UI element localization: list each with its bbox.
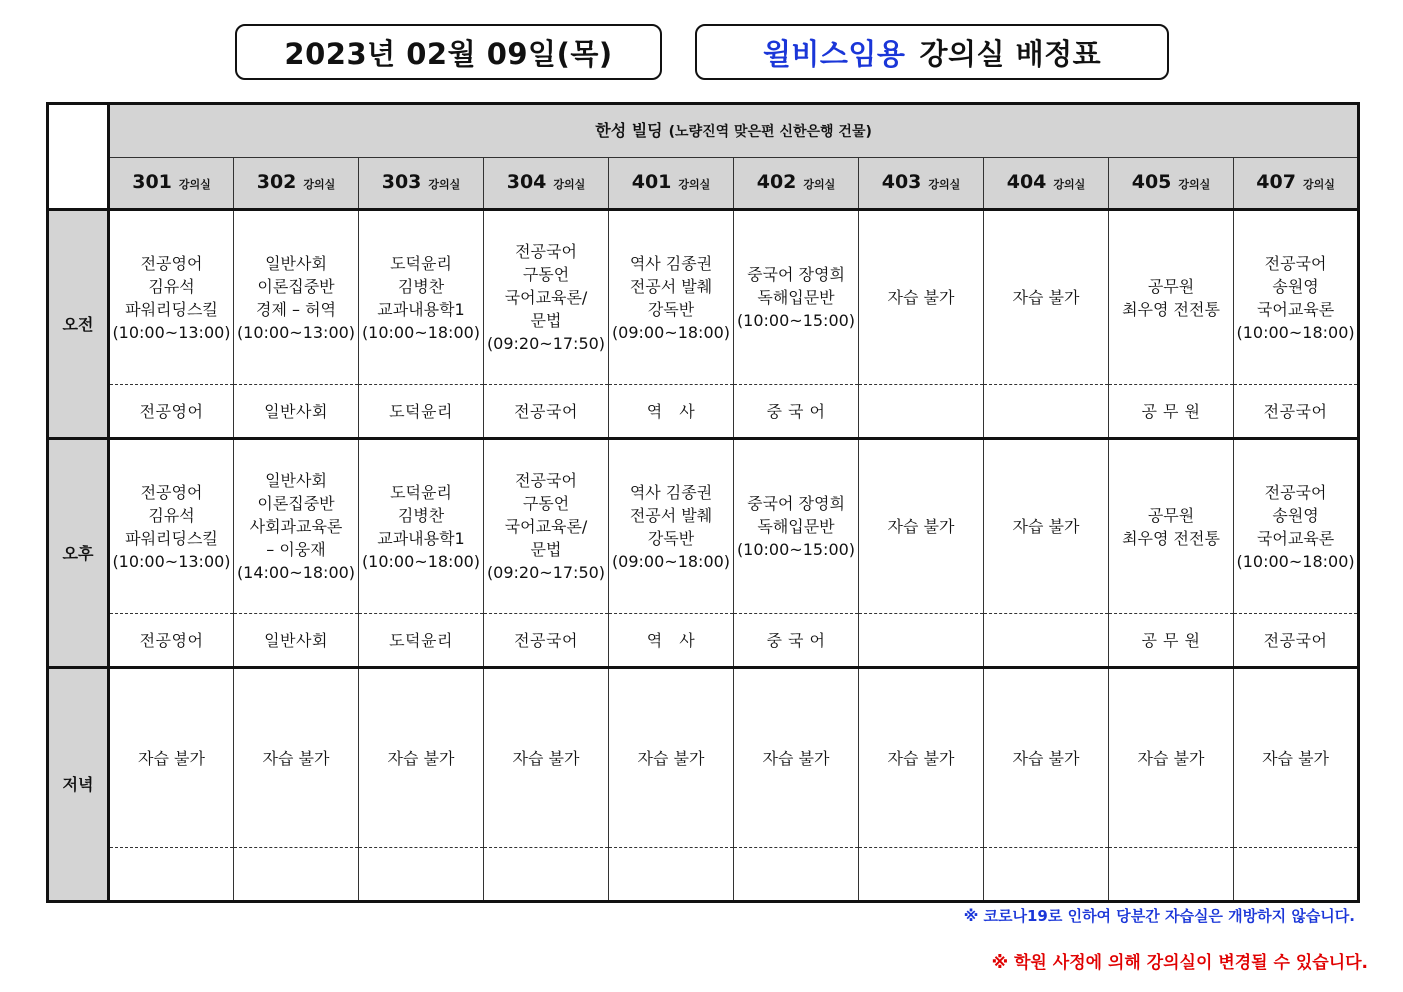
room-header-404 — [984, 158, 1109, 210]
class-cell: 전공국어 송원영 국어교육론 (10:00~18:00) — [1234, 439, 1359, 614]
subject-cell — [859, 614, 984, 668]
room-suffix: 강의실 — [678, 177, 711, 191]
room-suffix: 강의실 — [428, 177, 461, 191]
room-number: 402 — [756, 170, 797, 193]
class-cell: 자습 불가 — [734, 668, 859, 848]
room-number: 304 — [506, 170, 547, 193]
subject-cell: 중 국 어 — [734, 614, 859, 668]
class-cell: 자습 불가 — [859, 439, 984, 614]
room-number: 403 — [881, 170, 922, 193]
subject-cell: 공 무 원 — [1109, 614, 1234, 668]
schedule-title — [695, 24, 1169, 80]
room-suffix: 강의실 — [1302, 177, 1335, 191]
class-cell: 자습 불가 — [859, 668, 984, 848]
subject-cell: 전공영어 — [109, 614, 234, 668]
room-header-407 — [1234, 158, 1359, 210]
class-cell: 도덕윤리 김병찬 교과내용학1 (10:00~18:00) — [359, 210, 484, 385]
date-title — [235, 24, 662, 80]
class-cell: 자습 불가 — [234, 668, 359, 848]
class-cell: 전공영어 김유석 파워리딩스킬 (10:00~13:00) — [109, 439, 234, 614]
class-cell: 자습 불가 — [1109, 668, 1234, 848]
subject-cell — [609, 848, 734, 902]
covid-notice: ※ 코로나19로 인하여 당분간 자습실은 개방하지 않습니다. — [963, 907, 1355, 925]
room-header-402 — [734, 158, 859, 210]
subject-cell — [984, 614, 1109, 668]
building-header — [109, 104, 1359, 158]
room-header-401 — [609, 158, 734, 210]
class-cell: 중국어 장영희 독해입문반 (10:00~15:00) — [734, 210, 859, 385]
corner-cell — [48, 104, 109, 210]
class-cell: 중국어 장영희 독해입문반 (10:00~15:00) — [734, 439, 859, 614]
room-header-304 — [484, 158, 609, 210]
class-cell: 전공영어 김유석 파워리딩스킬 (10:00~13:00) — [109, 210, 234, 385]
subject-cell: 도덕윤리 — [359, 614, 484, 668]
subject-cell — [234, 848, 359, 902]
title-brand: 윌비스임용 — [762, 36, 906, 71]
room-suffix: 강의실 — [303, 177, 336, 191]
class-cell: 도덕윤리 김병찬 교과내용학1 (10:00~18:00) — [359, 439, 484, 614]
room-header-303 — [359, 158, 484, 210]
room-suffix: 강의실 — [553, 177, 586, 191]
subject-cell: 중 국 어 — [734, 385, 859, 439]
building-name: 한성 빌딩 — [595, 120, 663, 140]
title-text: 강의실 배정표 — [919, 36, 1102, 71]
room-number: 301 — [132, 170, 172, 193]
class-cell: 공무원 최우영 전전통 — [1109, 439, 1234, 614]
subject-cell — [859, 848, 984, 902]
subject-cell: 일반사회 — [234, 385, 359, 439]
subject-cell: 전공국어 — [484, 385, 609, 439]
subject-cell: 역 사 — [609, 614, 734, 668]
room-suffix: 강의실 — [178, 177, 211, 191]
room-header-405 — [1109, 158, 1234, 210]
room-number: 401 — [631, 170, 672, 193]
room-suffix: 강의실 — [803, 177, 836, 191]
class-cell: 자습 불가 — [109, 668, 234, 848]
subject-cell: 전공영어 — [109, 385, 234, 439]
room-change-notice: ※ 학원 사정에 의해 강의실이 변경될 수 있습니다. — [991, 953, 1368, 973]
class-cell: 자습 불가 — [359, 668, 484, 848]
period-label: 저녁 — [48, 668, 109, 902]
class-cell: 자습 불가 — [984, 668, 1109, 848]
date-text: 2023년 02월 09일(목) — [284, 36, 613, 71]
room-number: 405 — [1131, 170, 1172, 193]
subject-cell — [1234, 848, 1359, 902]
class-cell: 전공국어 구동언 국어교육론/ 문법 (09:20~17:50) — [484, 439, 609, 614]
room-number: 303 — [381, 170, 422, 193]
class-cell: 자습 불가 — [859, 210, 984, 385]
room-number: 404 — [1006, 170, 1047, 193]
room-number: 407 — [1256, 170, 1296, 193]
class-cell: 자습 불가 — [484, 668, 609, 848]
room-number: 302 — [256, 170, 297, 193]
room-header-301 — [109, 158, 234, 210]
room-suffix: 강의실 — [928, 177, 961, 191]
class-cell: 역사 김종권 전공서 발췌 강독반 (09:00~18:00) — [609, 439, 734, 614]
room-suffix: 강의실 — [1053, 177, 1086, 191]
subject-cell: 일반사회 — [234, 614, 359, 668]
period-label: 오후 — [48, 439, 109, 668]
room-header-403 — [859, 158, 984, 210]
class-cell: 자습 불가 — [984, 210, 1109, 385]
subject-cell: 전공국어 — [1234, 385, 1359, 439]
class-cell: 일반사회 이론집중반 경제 – 허역 (10:00~13:00) — [234, 210, 359, 385]
class-cell: 역사 김종권 전공서 발췌 강독반 (09:00~18:00) — [609, 210, 734, 385]
subject-cell: 전공국어 — [1234, 614, 1359, 668]
class-cell: 전공국어 송원영 국어교육론 (10:00~18:00) — [1234, 210, 1359, 385]
room-suffix: 강의실 — [1178, 177, 1211, 191]
class-cell: 자습 불가 — [984, 439, 1109, 614]
class-cell: 자습 불가 — [1234, 668, 1359, 848]
room-header-302 — [234, 158, 359, 210]
subject-cell: 역 사 — [609, 385, 734, 439]
subject-cell — [359, 848, 484, 902]
subject-cell — [109, 848, 234, 902]
class-cell: 전공국어 구동언 국어교육론/ 문법 (09:20~17:50) — [484, 210, 609, 385]
class-cell: 자습 불가 — [609, 668, 734, 848]
subject-cell — [734, 848, 859, 902]
subject-cell: 도덕윤리 — [359, 385, 484, 439]
subject-cell: 전공국어 — [484, 614, 609, 668]
building-sub: (노량진역 맞은편 신한은행 건물) — [668, 123, 872, 140]
room-schedule-table — [46, 102, 1360, 903]
subject-cell — [484, 848, 609, 902]
period-label: 오전 — [48, 210, 109, 439]
subject-cell: 공 무 원 — [1109, 385, 1234, 439]
subject-cell — [984, 385, 1109, 439]
subject-cell — [1109, 848, 1234, 902]
subject-cell — [859, 385, 984, 439]
subject-cell — [984, 848, 1109, 902]
class-cell: 일반사회 이론집중반 사회과교육론 – 이웅재 (14:00~18:00) — [234, 439, 359, 614]
class-cell: 공무원 최우영 전전통 — [1109, 210, 1234, 385]
